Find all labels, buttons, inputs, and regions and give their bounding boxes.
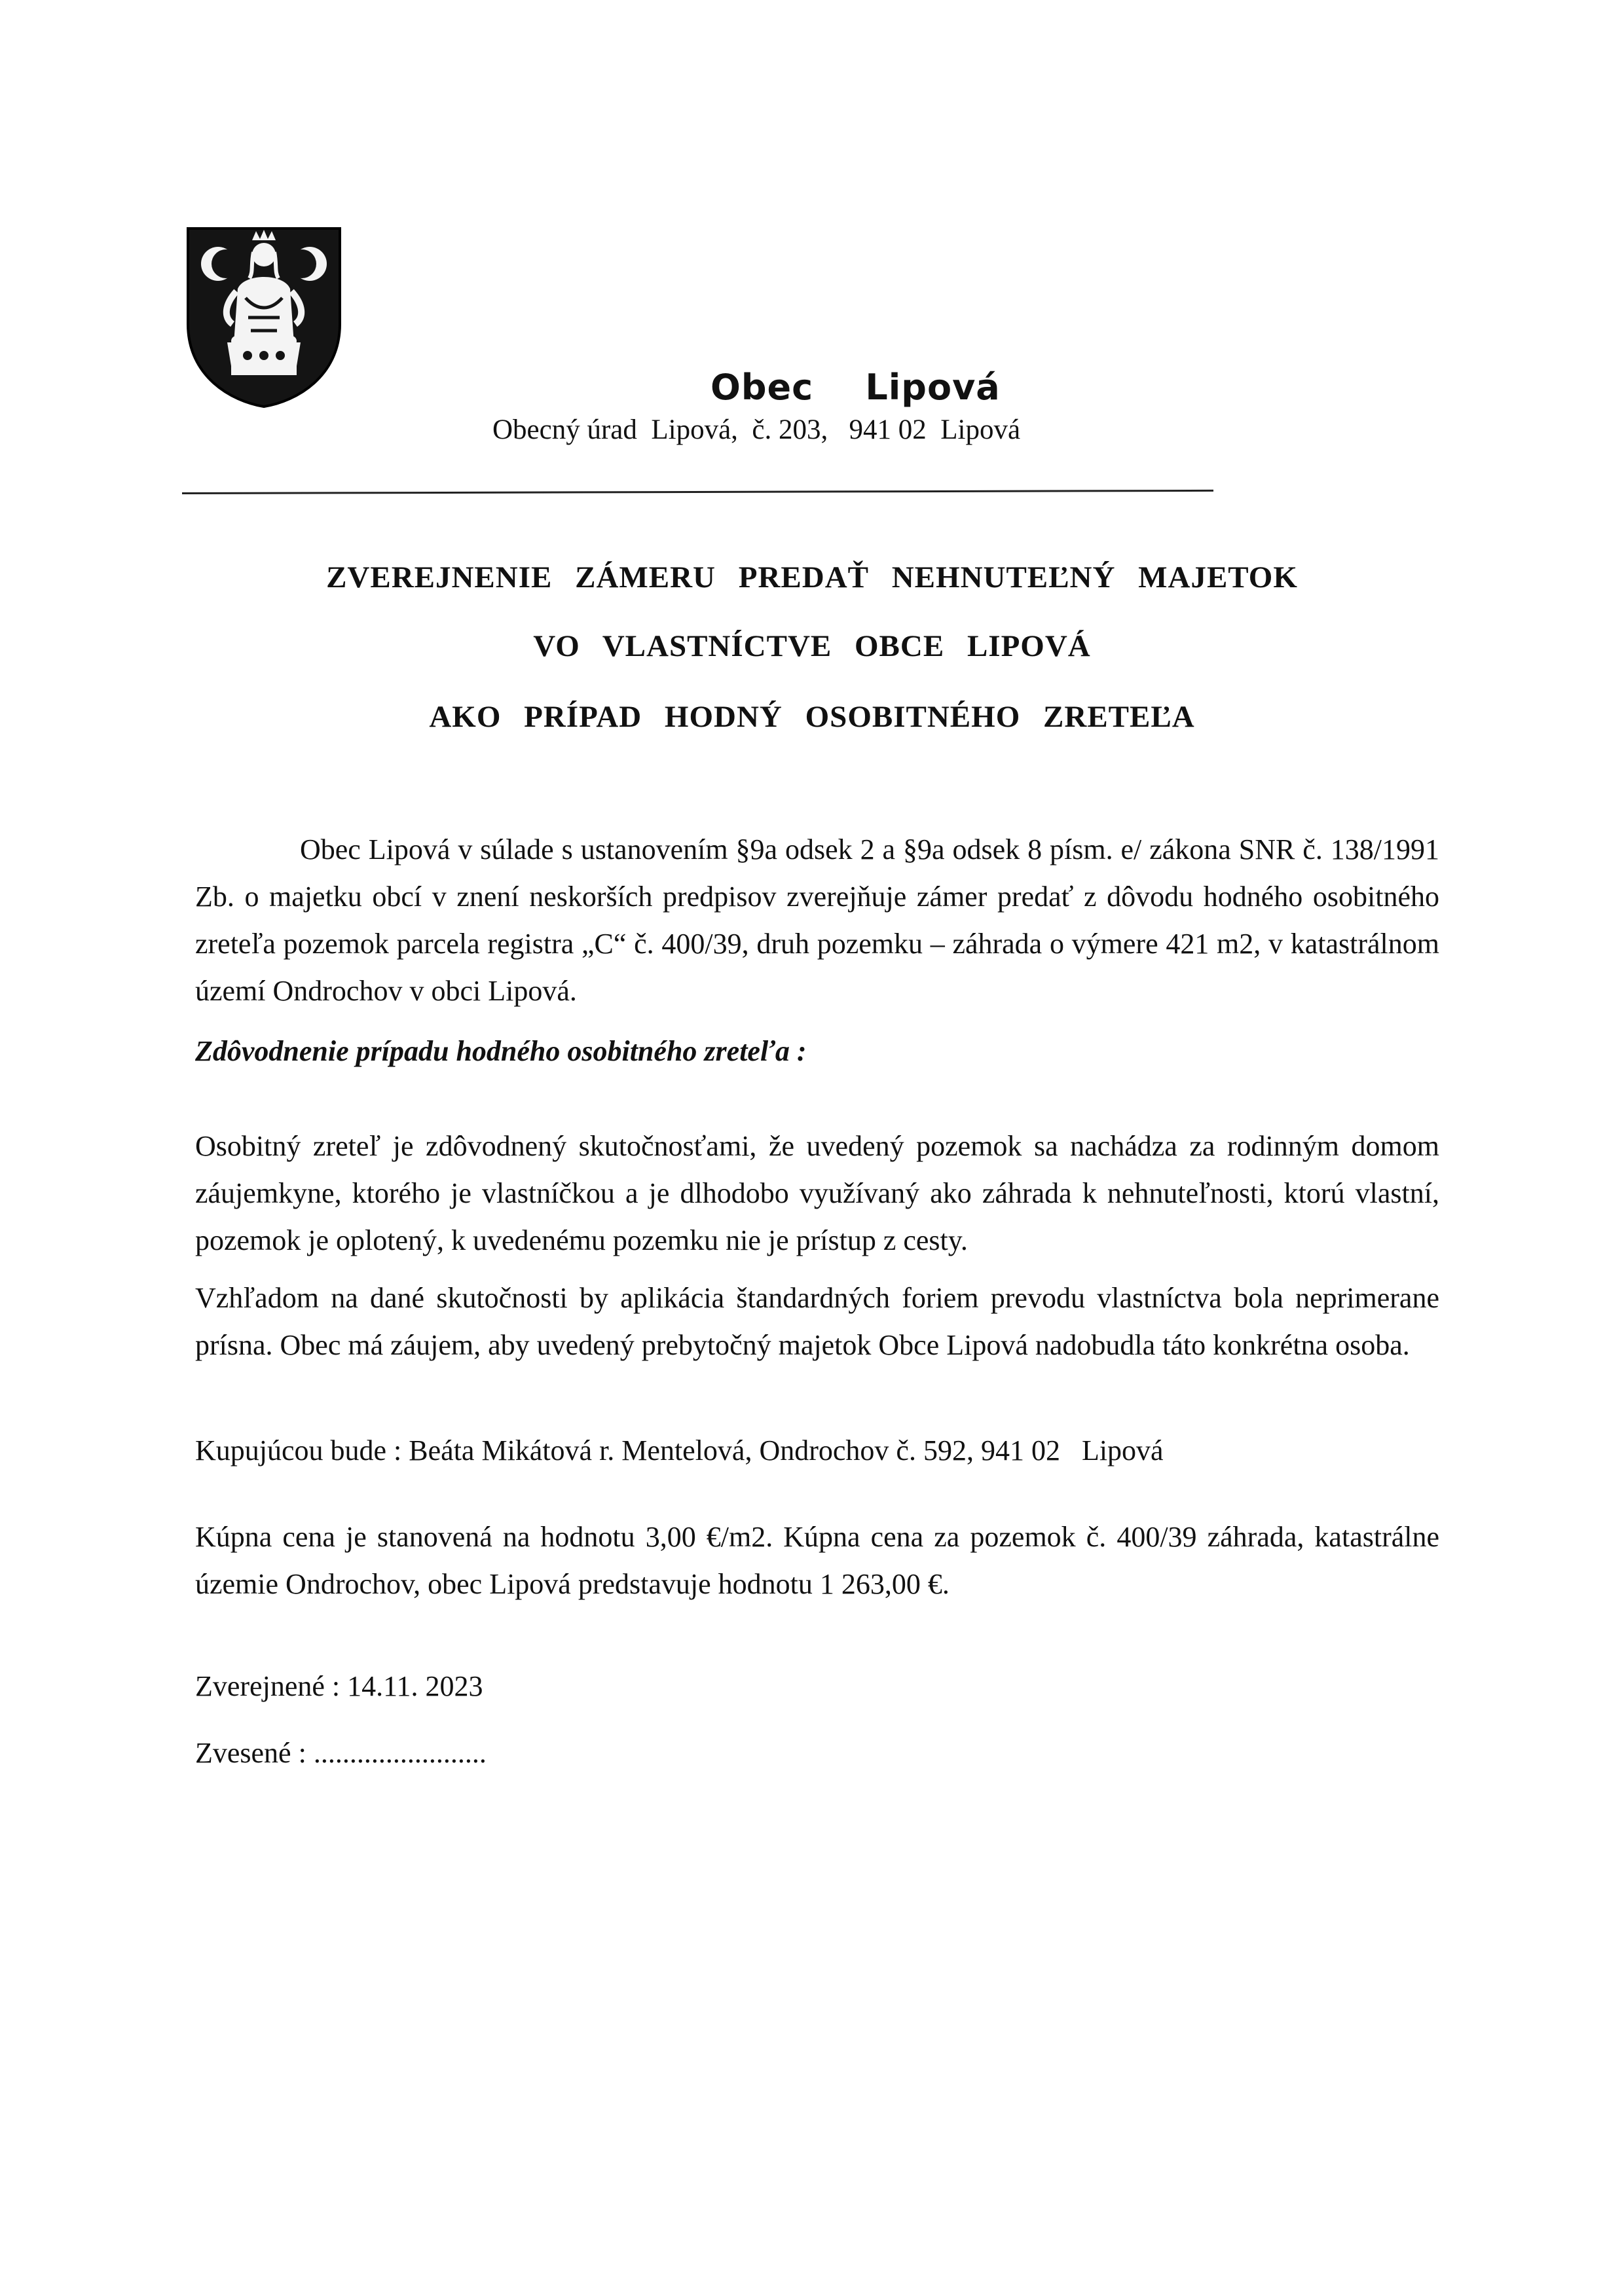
organization-address: Obecný úrad Lipová, č. 203, 941 02 Lipová	[492, 414, 1021, 445]
buyer-line: Kupujúcou bude : Beáta Mikátová r. Mentelová, Ondrochov č. 592, 941 02 Lipová	[195, 1434, 1164, 1467]
intro-paragraph: Obec Lipová v súlade s ustanovením §9a odsek 2 a §9a odsek 8 písm. e/ zákona SNR č. 138/1991 Zb. o majetku obcí v znení neskorších predpisov zverejňuje zámer predať z dôvodu hodného osobitného zreteľa pozemok parcela registra „C“ č. 400/39, druh pozemku – záhrada o výmere 421 m2, v katastrálnom území Ondrochov v obci Lipová.	[195, 833, 1439, 1007]
justification-paragraph-1: Osobitný zreteľ je zdôvodnený skutočnosťami, že uvedený pozemok sa nachádza za rodinným domom záujemkyne, ktorého je vlastníčkou a je dlhodobo využívaný ako záhrada k nehnuteľnosti, ktorú vlastní, pozemok je oplotený, k uvedenému pozemku nie je prístup z cesty.	[195, 1130, 1439, 1256]
justification-paragraph-2: Vzhľadom na dané skutočnosti by aplikácia štandardných foriem prevodu vlastníctva bola neprimerane prísna. Obec má záujem, aby uvedený prebytočný majetok Obce Lipová nadobudla táto konkrétna osoba.	[195, 1282, 1439, 1361]
published-date: Zverejnené : 14.11. 2023	[195, 1670, 483, 1702]
header-divider	[182, 490, 1213, 494]
document-title-line-3: AKO PRÍPAD HODNÝ OSOBITNÉHO ZRETEĽA	[429, 700, 1195, 734]
document-title-line-1: ZVEREJNENIE ZÁMERU PREDAŤ NEHNUTEĽNÝ MAJETOK	[326, 560, 1298, 594]
price-paragraph: Kúpna cena je stanovená na hodnotu 3,00 €/m2. Kúpna cena za pozemok č. 400/39 záhrada, katastrálne územie Ondrochov, obec Lipová predstavuje hodnotu 1 263,00 €.	[195, 1521, 1439, 1600]
organization-name: Obec Lipová	[710, 367, 1001, 408]
municipal-coat-of-arms-icon	[185, 226, 342, 408]
removed-date: Zvesené : ........................	[195, 1737, 487, 1769]
justification-heading: Zdôvodnenie prípadu hodného osobitného zreteľa :	[195, 1035, 807, 1067]
document-title-line-2: VO VLASTNÍCTVE OBCE LIPOVÁ	[533, 629, 1091, 663]
